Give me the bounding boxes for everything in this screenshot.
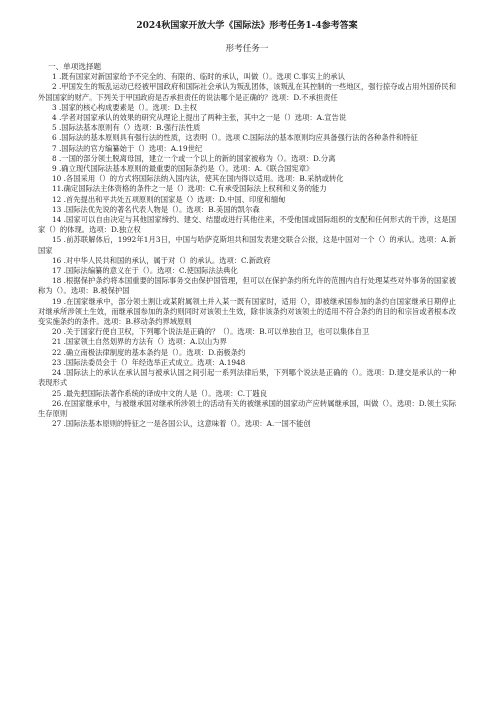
question-item: 9 .确立现代国际法基本原则的最重要的国际条约是（）。选项：A.《联合国宪章》 (52, 164, 314, 174)
question-item: 27 .国际法基本原则的特征之一是各国公认，这意味着（）。选项：A.一国不能创 (52, 419, 311, 429)
question-item: 1 .既有国家对新国家给予不完全的、有限的、临时的承认，叫做（）。选项 C.事实上的承认 (52, 72, 345, 82)
document-title: 2024秋国家开放大学《国际法》形考任务1-4参考答案 (136, 21, 358, 31)
question-item: 20 .关于国家行使自卫权，下列哪个说法是正确的？（）。选项：B.可以单独自卫，也可以集体自卫 (52, 327, 370, 337)
question-item: 7 .国际法的官方编纂始于（）选项：A.19世纪 (52, 143, 203, 153)
question-item: 15 .前苏联解体后，1992年1月3日，中国与哈萨克斯坦共和国发表建交联合公报，这是中国对一个（）的承认。选项：A.新国家 (38, 235, 456, 255)
question-item: 3 .国家的核心构成要素是（）。选项：D.主权 (52, 102, 197, 112)
question-item: 8 .一国的部分领土脱离母国，建立一个或一个以上的新的国家被称为（）。选项：D.分离 (52, 153, 336, 163)
question-item: 24 .国际法上的承认在承认国与被承认国之间引起一系列法律后果，下列哪个说法是正确的（）。选项：D.建交是承认的一种表现形式 (38, 368, 456, 388)
question-item: 16 .对中华人民共和国的承认，属于对（）的承认。选项：C.新政府 (52, 255, 271, 265)
question-item: 17 .国际法编纂的意义在于（）。选项：C.使国际法法典化 (52, 266, 238, 276)
question-list (38, 72, 456, 429)
question-item: 5 .国际法基本原则有（）选项：B.强行法性质 (52, 123, 201, 133)
question-item: 23 .国际法委员会于（）年经选举正式成立。选项：A.1948 (52, 357, 246, 367)
question-item: 22 .确立南极法律制度的基本条约是（）。选项：D.南极条约 (52, 347, 246, 357)
section-heading: 一、单项选择题 (48, 62, 102, 71)
question-item: 2 .甲国发生的叛乱运动已经被甲国政府和国际社会承认为叛乱团体，该叛乱在其控制的一些地区，强行掠夺或占用外国侨民和外国国家的财产。下列关于甲国政府是否承担责任的说法哪个是正确的？选项：D.不承担责任 (38, 82, 456, 102)
document-subtitle: 形考任务一 (225, 44, 269, 54)
question-item: 18 .根据保护条约将本国重要的国际事务交由保护国管理，但可以在保护条约所允许的范围内自行处理某些对外事务的国家被称为（）。选项：B.被保护国 (38, 276, 456, 296)
question-item: 25 .最先把国际法著作系统的译成中文的人是（）。选项：C.丁韪良 (52, 388, 267, 398)
question-item: 10 .各国采用（）的方式将国际法纳入国内法，使其在国内得以适用。选项：B.采纳或转化 (52, 174, 344, 184)
question-item: 12 .首先提出和平共处五项原则的国家是（）选项：D.中国、印度和缅甸 (52, 194, 286, 204)
question-item: 21 .国家领土自然划界的方法有（）选项：A.以山为界 (52, 337, 227, 347)
question-item: 13 .国际法优先说的著名代表人物是（）。选项：B.美国的凯尔森 (52, 204, 260, 214)
question-item: 26.在国家继承中，与被继承国对继承所涉领土的活动有关的被继承国的国家动产应转属继承国，叫做（）。选项：D.领土实际生存原则 (38, 398, 456, 418)
question-item: 14 .国家可以自由决定与其他国家缔约、建交、结盟或进行其他往来，不受他国或国际组织的支配和任何形式的干涉，这是国家（）的体现。选项：D.独立权 (38, 215, 456, 235)
question-item: 11.确定国际法主体资格的条件之一是（）选项：C.有承受国际法上权利和义务的能力 (52, 184, 327, 194)
question-item: 4 .学者对国家承认的效果的研究从理论上提出了两种主张，其中之一是（）选项：A.宣告说 (52, 113, 347, 123)
question-item: 19 .在国家继承中，部分领土割让或某附属领土并入某一既有国家时，适用（），即被继承国参加的条约自国家继承日期停止对继承所涉领土生效，而继承国参加的条约则同时对该领土生效，除非该条约对该领土的适用不符合条约的目的和宗旨或者根本改变实施条约的条件。选项：B.移动条约界域原则 (38, 296, 456, 327)
question-item: 6 .国际法的基本原则具有强行法的性质，这表明（）。选项 C.国际法的基本原则均应具备强行法的各种条件和特征 (52, 133, 418, 143)
